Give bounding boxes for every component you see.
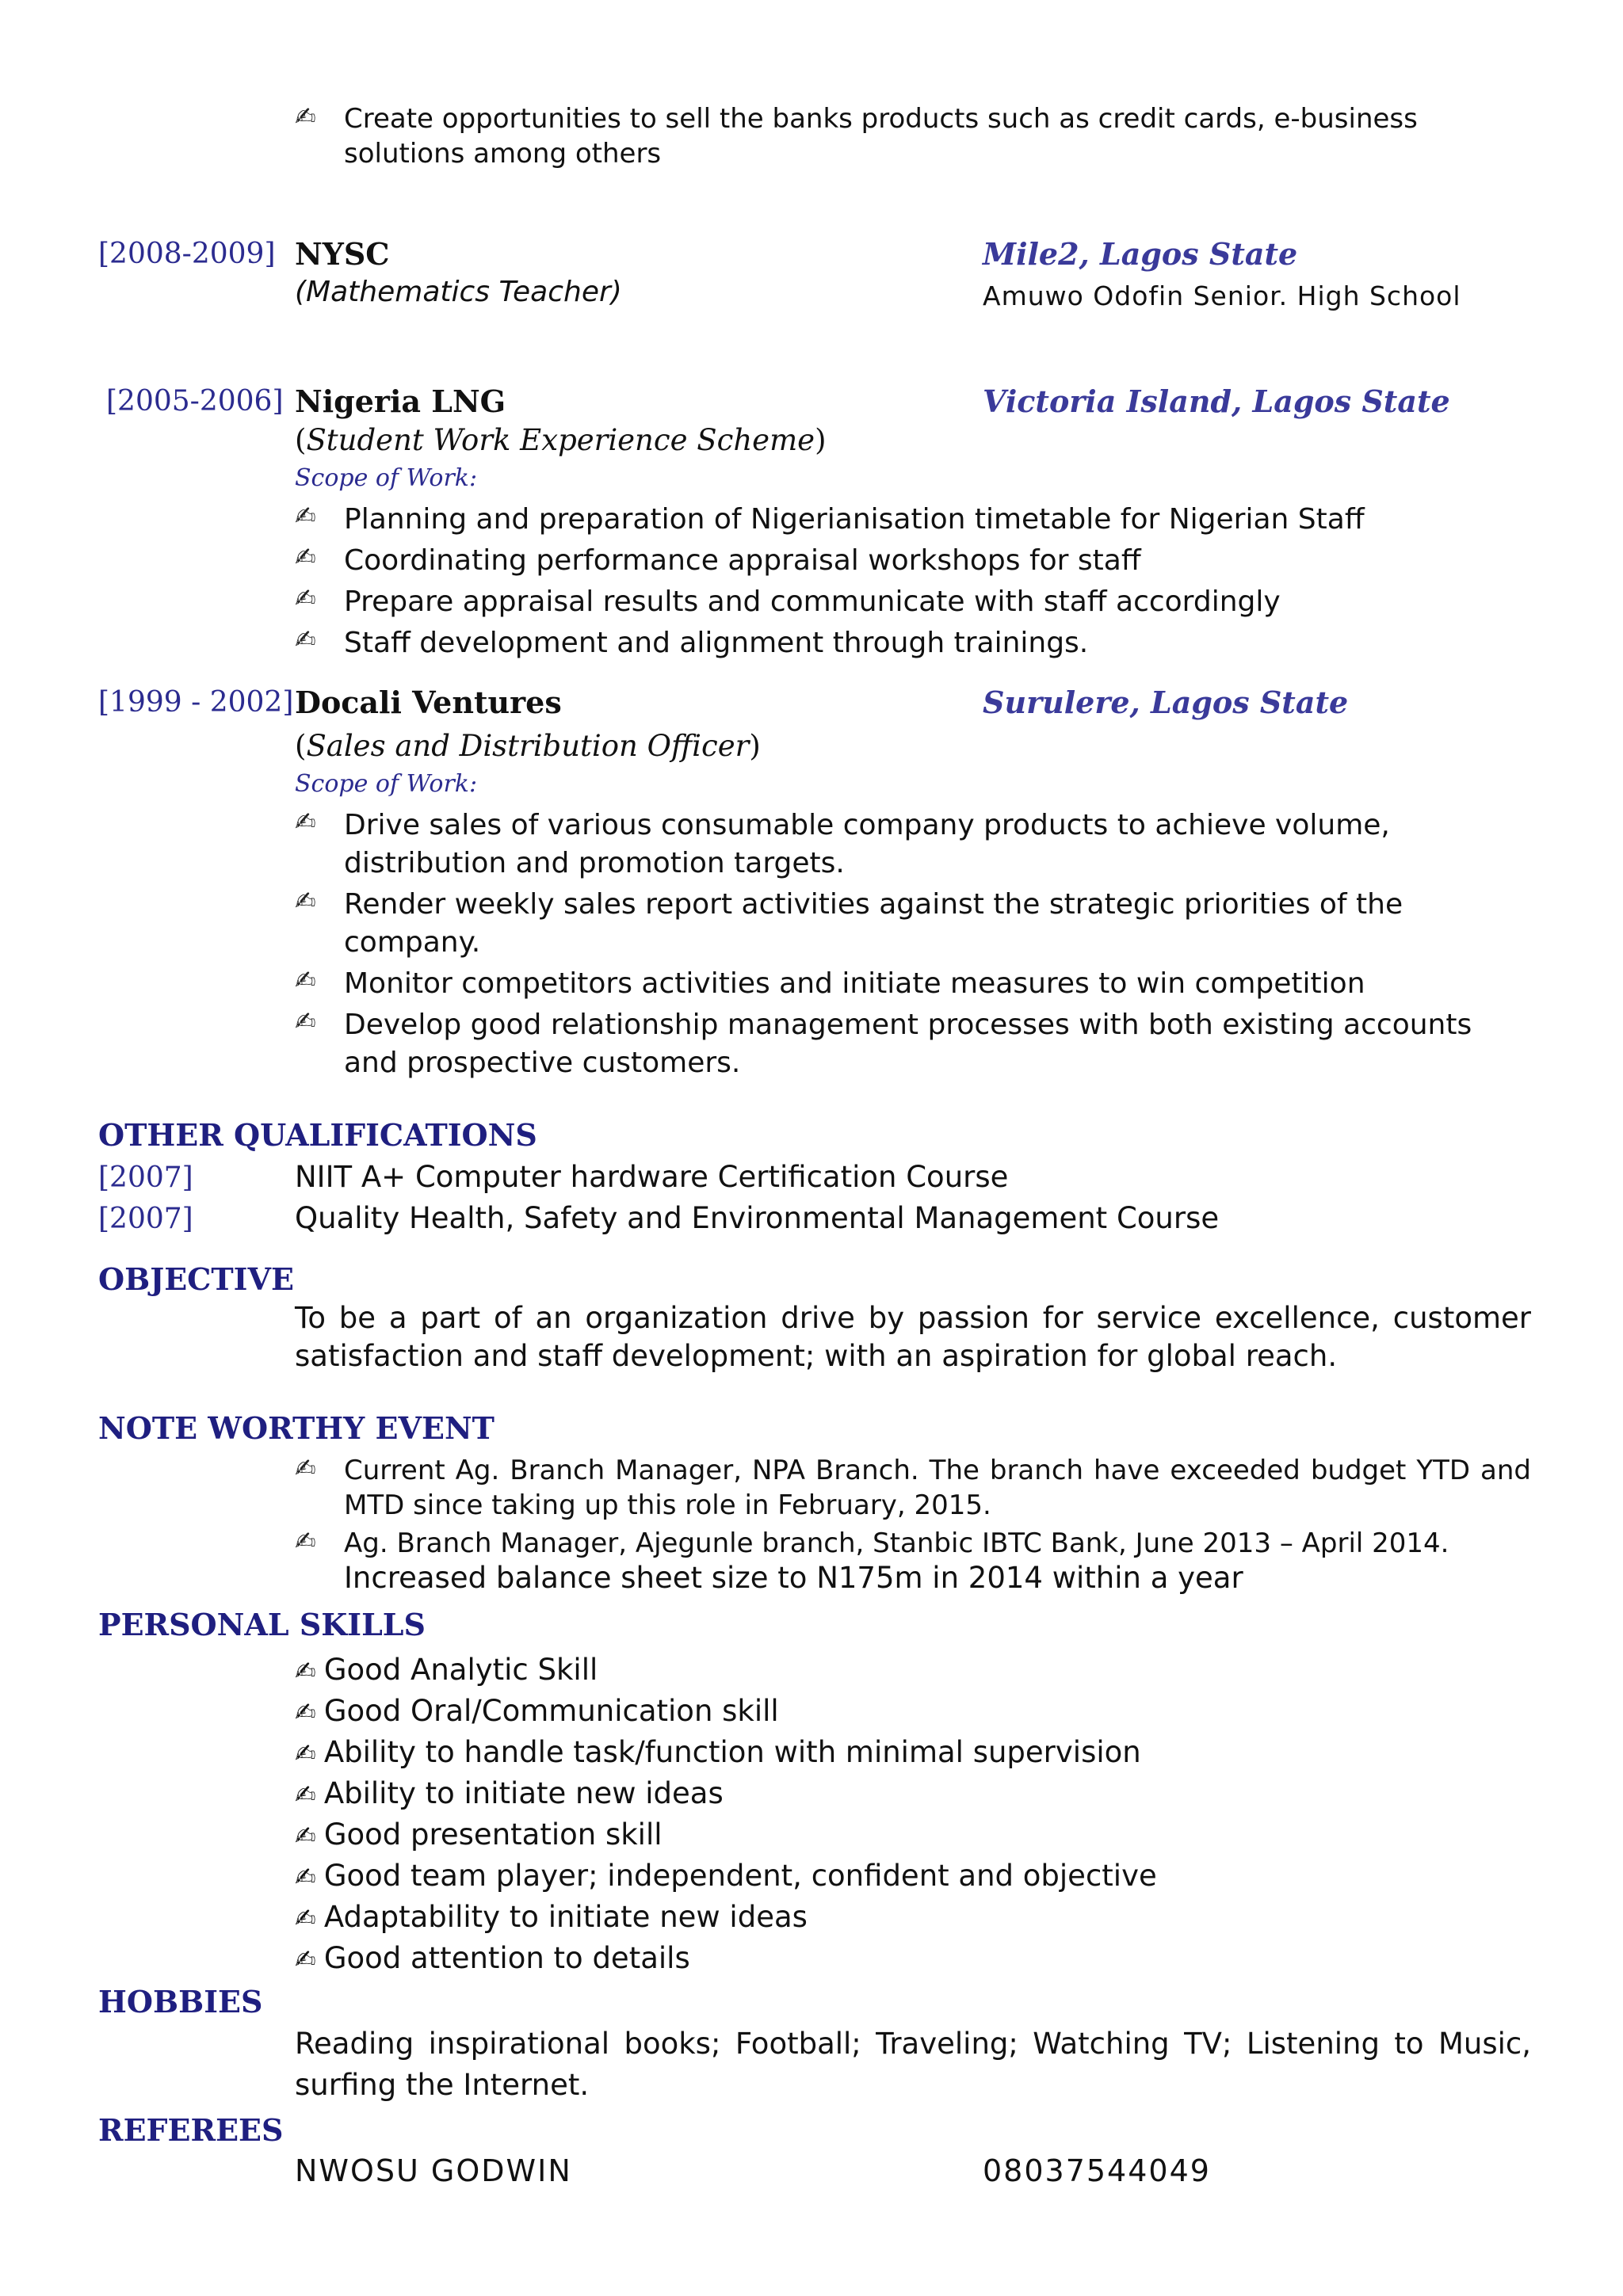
qualification-text: NIIT A+ Computer hardware Certification Course	[295, 1160, 1009, 1194]
section-heading: NOTE WORTHY EVENT	[98, 1410, 495, 1446]
list-item: ✍ Good Oral/Communication skill	[295, 1694, 779, 1728]
writing-hand-icon: ✍	[295, 1697, 316, 1727]
writing-hand-icon: ✍	[295, 624, 316, 654]
list-item: ✍ Good Analytic Skill	[295, 1653, 598, 1687]
job-org: NYSC	[295, 236, 390, 272]
writing-hand-icon: ✍	[295, 1903, 316, 1933]
writing-hand-icon: ✍	[295, 1656, 316, 1686]
job-location: Surulere, Lagos State	[983, 685, 1349, 720]
writing-hand-icon: ✍	[295, 1862, 316, 1892]
list-item: ✍ Adaptability to initiate new ideas	[295, 1900, 808, 1934]
list-item: ✍ Ability to handle task/function with minimal supervision	[295, 1735, 1141, 1769]
note-extra-line: Increased balance sheet size to N175m in 2014 within a year	[344, 1561, 1243, 1595]
writing-hand-icon: ✍	[295, 1453, 316, 1483]
writing-hand-icon: ✍	[295, 1944, 316, 1974]
section-heading: OBJECTIVE	[98, 1261, 294, 1297]
writing-hand-icon: ✍	[295, 1821, 316, 1851]
list-item: ✍ Ability to initiate new ideas	[295, 1776, 724, 1810]
writing-hand-icon: ✍	[295, 1738, 316, 1768]
hobbies-text: Reading inspirational books; Football; Traveling; Watching TV; Listening to Music, surfing the Internet.	[295, 2027, 1531, 2102]
job-date: [2005-2006]	[106, 385, 284, 418]
referee-name: NWOSU GODWIN	[295, 2153, 572, 2188]
referee-phone: 08037544049	[983, 2153, 1211, 2188]
scope-label: Scope of Work:	[295, 770, 478, 798]
list-item: ✍ Good presentation skill	[295, 1817, 663, 1852]
job-location: Victoria Island, Lagos State	[983, 383, 1450, 419]
writing-hand-icon: ✍	[295, 542, 316, 572]
writing-hand-icon: ✍	[295, 965, 316, 995]
writing-hand-icon: ✍	[295, 101, 316, 132]
job-date: [2008-2009]	[98, 238, 276, 270]
section-heading: REFEREES	[98, 2112, 284, 2148]
scope-label: Scope of Work:	[295, 464, 478, 492]
job-role: (Student Work Experience Scheme)	[295, 423, 827, 457]
job-sub-location: Amuwo Odofin Senior. High School	[983, 280, 1461, 311]
bullet-text: Create opportunities to sell the banks products such as credit cards, e-business solutions among others	[344, 103, 1418, 170]
writing-hand-icon: ✍	[295, 1006, 316, 1036]
list-item: ✍ Good team player; independent, confident and objective	[295, 1859, 1157, 1893]
qualification-text: Quality Health, Safety and Environmental Management Course	[295, 1201, 1220, 1235]
writing-hand-icon: ✍	[295, 583, 316, 613]
qualification-date: [2007]	[98, 1161, 193, 1194]
job-date: [1999 - 2002]	[98, 686, 294, 719]
section-heading: HOBBIES	[98, 1984, 263, 2019]
job-role: (Mathematics Teacher)	[295, 276, 622, 308]
job-location: Mile2, Lagos State	[983, 236, 1298, 272]
writing-hand-icon: ✍	[295, 1526, 316, 1556]
qualification-date: [2007]	[98, 1203, 193, 1235]
list-item: ✍ Good attention to details	[295, 1941, 690, 1975]
writing-hand-icon: ✍	[295, 807, 316, 837]
job-org: Docali Ventures	[295, 685, 562, 720]
section-heading: PERSONAL SKILLS	[98, 1607, 426, 1642]
writing-hand-icon: ✍	[295, 886, 316, 916]
job-role: (Sales and Distribution Officer)	[295, 729, 761, 763]
section-heading: OTHER QUALIFICATIONS	[98, 1117, 537, 1153]
objective-text: To be a part of an organization drive by passion for service excellence, customer satisfaction and staff development; with an aspiration for global reach.	[295, 1301, 1531, 1373]
writing-hand-icon: ✍	[295, 501, 316, 531]
writing-hand-icon: ✍	[295, 1779, 316, 1810]
resume-page: ✍ Create opportunities to sell the banks products such as credit cards, e-business solutions among others [2008-2009] NYSC (Mathematics Teacher) Mile2, Lagos State Amuwo Odofin Senior. High School [2005-2006] Nigeria LNG Victoria Island, Lagos State (Student Work Experience Scheme) Scope of Work: ✍ Planning and preparation of Nigerianisation timetable for Nigerian Staff ✍ Coordinating performance appraisal workshops for staff ✍ Prepare appraisal results and communicate with staff accordingly ✍ Staff development and alignment through trainings. [1999 - 2002] Docali Ventures Surulere, Lagos State (Sales and Distribution Officer) Scope of Work: ✍ Drive sales of various consumable company products to achieve volume, distribution and promotion targets. ✍ Render weekly sales report activities against the strategic priorities of the company. ✍ Monitor competitors activities and initiate measures to win competition ✍ Develop good relationship management processes with both existing accounts and prospective customers. OTHER QUALIFICATIONS [2007] NIIT A+ Computer hardware Certification Course [2007] Quality Health, Safety and Environmental Management Course OBJECTIVE To be a part of an organization drive by passion for service excellence, customer satisfaction and staff development; with an aspiration for global reach. NOTE WORTHY EVENT ✍ Current Ag. Branch Manager, NPA Branch. The branch have exceeded budget YTD and MTD since taking up this role in February, 2015. ✍ Ag. Branch Manager, Ajegunle branch, Stanbic IBTC Bank, June 2013 – April 2014. Increased balance sheet size to N175m in 2014 within a year PERSONAL SKILLS ✍ Good Analytic Skill ✍ Good Oral/Communication skill ✍ Ability to handle task/function with minimal supervision ✍ Ability to initiate new ideas ✍ Good presentation skill ✍ Good team player; independent, confident and objective ✍ Adaptability to initiate new ideas ✍ Good attention to details HOBBIES Reading inspirational books; Football; Traveling; Watching TV; Listening to Music, surfing the Internet. REFEREES NWOSU GODWIN 08037544049	[98, 101, 1531, 2188]
job-org: Nigeria LNG	[295, 383, 506, 419]
